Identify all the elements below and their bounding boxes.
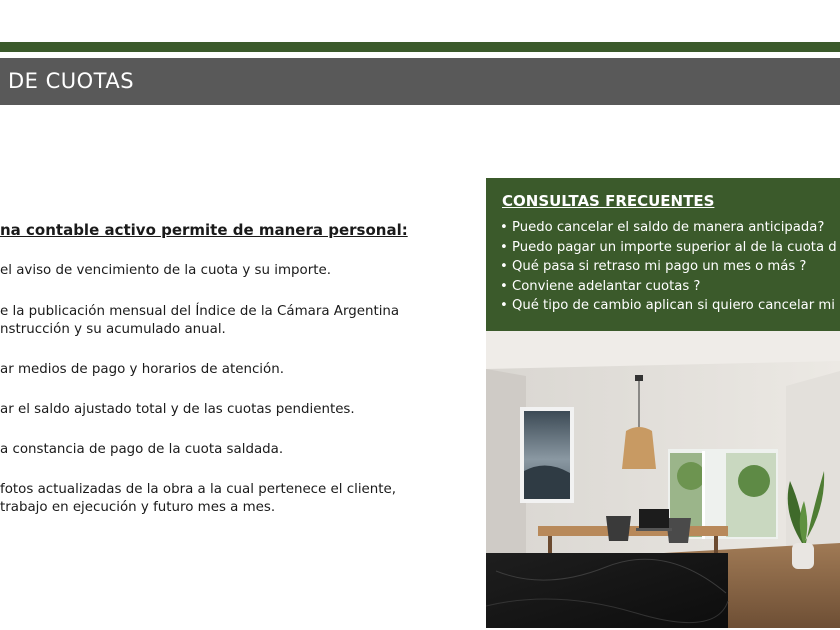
faq-item: • Qué pasa si retraso mi pago un mes o más ? <box>500 257 837 277</box>
faq-item: • Puedo pagar un importe superior al de la cuota d <box>500 238 837 258</box>
feature-line: ar el saldo ajustado total y de las cuotas pendientes. <box>0 402 355 417</box>
feature-line: a constancia de pago de la cuota saldada. <box>0 442 284 457</box>
faq-list <box>500 218 837 316</box>
feature-line: trabajo en ejecución y futuro mes a mes. <box>0 500 276 515</box>
faq-item: • Qué tipo de cambio aplican si quiero cancelar mi <box>500 296 837 316</box>
faq-item: • Conviene adelantar cuotas ? <box>500 277 837 297</box>
faq-panel <box>486 178 840 331</box>
feature-line: nstrucción y su acumulado anual. <box>0 322 226 337</box>
apartment-interior-photo <box>486 331 840 628</box>
feature-line: ar medios de pago y horarios de atención. <box>0 362 284 377</box>
feature-line: e la publicación mensual del Índice de la Cámara Argentina <box>0 304 400 319</box>
faq-item: • Puedo cancelar el saldo de manera anticipada? <box>500 218 837 238</box>
faq-title: CONSULTAS FRECUENTES <box>502 192 715 210</box>
features-section <box>0 0 410 630</box>
feature-line: fotos actualizadas de la obra a la cual pertenece el cliente, <box>0 482 397 497</box>
page-title: DE CUOTAS <box>8 69 135 93</box>
feature-line: el aviso de vencimiento de la cuota y su importe. <box>0 263 331 278</box>
features-heading: na contable activo permite de manera personal: <box>0 221 408 239</box>
